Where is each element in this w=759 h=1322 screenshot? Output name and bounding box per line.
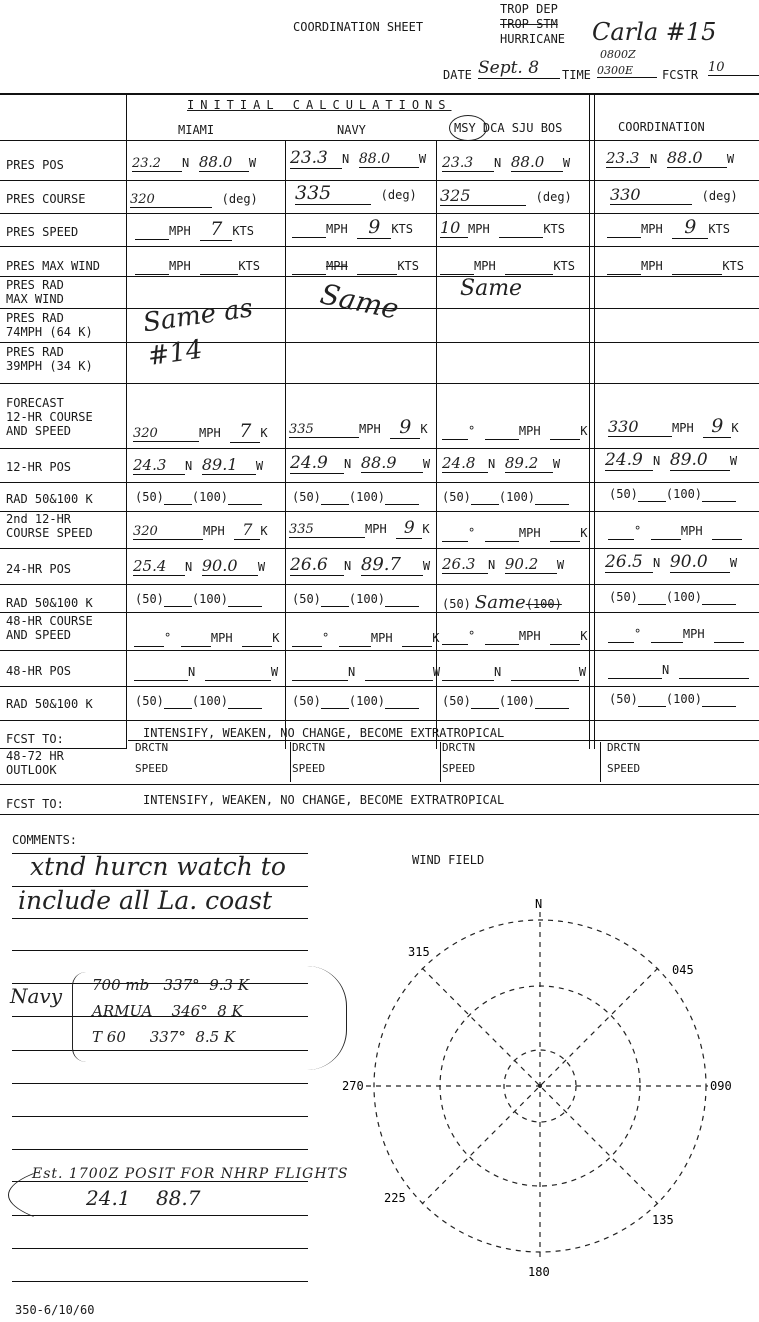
wind-center bbox=[538, 1084, 542, 1088]
row-divider bbox=[0, 180, 759, 181]
comment-line bbox=[12, 1281, 308, 1282]
table-top-border bbox=[0, 93, 759, 95]
row-label-pres-pos: PRES POS bbox=[6, 158, 64, 172]
row-divider bbox=[0, 482, 759, 483]
row-label-pres-rad-max-wind: PRES RAD MAX WIND bbox=[6, 278, 64, 306]
storm-type-list bbox=[500, 2, 565, 47]
cell-pres-course-navy: 335 (deg) bbox=[295, 182, 417, 204]
cell-fc2-coord: ° MPH bbox=[608, 520, 742, 540]
compass-135: 135 bbox=[652, 1213, 674, 1227]
forecaster-label: FCSTR bbox=[662, 68, 699, 82]
outlook-divider bbox=[440, 742, 441, 782]
row-label-forecast-12hr: FORECAST 12-HR COURSE AND SPEED bbox=[6, 396, 93, 438]
cell-rad2-msy: (50) Same(100) bbox=[442, 592, 562, 613]
navy-note-700mb: 700 mb 337° 9.3 K bbox=[92, 976, 250, 994]
row-label-outlook: 48-72 HR OUTLOOK bbox=[6, 749, 64, 777]
cell-rad3-msy: (50) (100) bbox=[442, 694, 569, 709]
comment-line bbox=[12, 1116, 308, 1117]
cell-pres-pos-coord: 23.3 N 88.0 W bbox=[606, 148, 735, 167]
cell-fc12-miami: 320 MPH 7 K bbox=[133, 420, 268, 442]
column-header-miami: MIAMI bbox=[178, 123, 215, 137]
outlook-speed: SPEED bbox=[607, 762, 641, 775]
row-divider bbox=[0, 511, 759, 512]
comment-line bbox=[12, 1083, 308, 1084]
cell-pres-speed-coord: MPH 9 KTS bbox=[607, 216, 730, 239]
navy-msy-divider bbox=[436, 140, 437, 749]
cell-pos12-msy: 24.8 N 89.2 W bbox=[442, 454, 561, 472]
est-posit-note: Est. 1700Z POSIT FOR NHRP FLIGHTS bbox=[32, 1166, 349, 1182]
cell-rad3-miami: (50) (100) bbox=[135, 694, 262, 709]
cell-pres-max-wind-miami: MPH KTS bbox=[135, 255, 260, 275]
compass-045: 045 bbox=[672, 963, 694, 977]
cell-fc2-miami: 320 MPH 7 K bbox=[133, 520, 268, 539]
header-bottom-border bbox=[0, 140, 759, 141]
est-posit-values: 24.1 88.7 bbox=[86, 1186, 201, 1210]
cell-fc48-navy: ° MPH K bbox=[292, 627, 439, 647]
row-label-pres-speed: PRES SPEED bbox=[6, 225, 79, 239]
cell-pos48-navy: N W bbox=[292, 661, 440, 681]
row-divider bbox=[0, 720, 759, 721]
storm-type-trop-stm: TROP STM bbox=[500, 17, 558, 31]
cell-rad2-coord: (50) (100) bbox=[609, 590, 736, 605]
time-value-zulu: 0800Z bbox=[600, 48, 636, 61]
cell-rad1-msy: (50) (100) bbox=[442, 490, 569, 505]
navy-note-armua: ARMUA 346° 8 K bbox=[92, 1002, 243, 1020]
navy-note-t60: T 60 337° 8.5 K bbox=[92, 1028, 236, 1046]
outlook-drctn: DRCTN bbox=[135, 741, 169, 754]
row-label-rad-3: RAD 50&100 K bbox=[6, 697, 93, 711]
cell-fc48-coord: ° MPH bbox=[608, 623, 744, 643]
sheet-title: COORDINATION SHEET bbox=[293, 20, 424, 34]
row-label-48hr-course: 48-HR COURSE AND SPEED bbox=[6, 614, 93, 642]
row-divider bbox=[0, 246, 759, 247]
compass-270: 270 bbox=[342, 1079, 364, 1093]
row-label-rad-1: RAD 50&100 K bbox=[6, 492, 93, 506]
fcst-options-2: INTENSIFY, WEAKEN, NO CHANGE, BECOME EXTRATROPICAL bbox=[143, 793, 505, 807]
row-label-pres-max-wind: PRES MAX WIND bbox=[6, 259, 100, 273]
cell-pos48-msy: N W bbox=[442, 661, 586, 681]
row-label-2nd-12hr: 2nd 12-HR COURSE SPEED bbox=[6, 512, 93, 540]
form-number: 350-6/10/60 bbox=[15, 1303, 95, 1317]
date-value: Sept. 8 bbox=[478, 58, 560, 79]
comment-line bbox=[12, 1050, 308, 1051]
comments-label: COMMENTS: bbox=[12, 833, 78, 847]
cell-pres-pos-navy: 23.3 N 88.0 W bbox=[290, 148, 427, 168]
note-same-as-14: Same as #14 bbox=[141, 293, 255, 373]
wind-field-title: WIND FIELD bbox=[412, 853, 485, 867]
cell-pres-speed-miami: MPH 7 KTS bbox=[135, 218, 254, 241]
cell-pres-max-wind-msy: MPH KTS bbox=[440, 255, 575, 275]
row-divider bbox=[0, 383, 759, 384]
cell-fc12-coord: 330 MPH 9 K bbox=[608, 415, 739, 437]
outlook-divider bbox=[600, 742, 601, 782]
row-label-12hr-pos: 12-HR POS bbox=[6, 460, 72, 474]
cell-pres-course-miami: 320 (deg) bbox=[130, 192, 258, 207]
cell-fc12-msy: ° MPH K bbox=[442, 420, 587, 440]
cell-rad3-coord: (50) (100) bbox=[609, 692, 736, 707]
comment-line bbox=[12, 950, 308, 951]
cell-pos24-miami: 25.4 N 90.0 W bbox=[133, 556, 266, 575]
cell-pos12-coord: 24.9 N 89.0 W bbox=[605, 450, 738, 470]
cell-pos24-msy: 26.3 N 90.2 W bbox=[442, 555, 565, 573]
cell-pos12-navy: 24.9 N 88.9 W bbox=[290, 453, 431, 473]
cell-rad1-miami: (50) (100) bbox=[135, 490, 262, 505]
row-divider bbox=[0, 612, 759, 613]
row-label-pres-rad-39: PRES RAD 39MPH (34 K) bbox=[6, 345, 93, 373]
cell-rad3-navy: (50) (100) bbox=[292, 694, 419, 709]
row-divider bbox=[0, 448, 759, 449]
cell-pres-course-coord: 330 (deg) bbox=[610, 185, 738, 204]
outlook-speed: SPEED bbox=[135, 762, 169, 775]
row-divider bbox=[0, 784, 759, 785]
comment-text-1: xtnd hurcn watch to bbox=[30, 852, 286, 881]
cell-pres-course-msy: 325 (deg) bbox=[440, 186, 572, 205]
msy-circle-mark bbox=[449, 115, 487, 141]
row-divider bbox=[0, 748, 126, 749]
compass-180: 180 bbox=[528, 1265, 550, 1279]
wind-field-diagram bbox=[330, 890, 750, 1280]
miami-navy-divider bbox=[285, 140, 286, 749]
cell-pres-pos-msy: 23.3 N 88.0 W bbox=[442, 153, 571, 171]
row-divider bbox=[0, 584, 759, 585]
cell-fc2-navy: 335 MPH 9 K bbox=[289, 518, 430, 538]
initial-calculations-heading: INITIAL CALCULATIONS bbox=[187, 98, 452, 112]
note-navy-same: Same bbox=[317, 277, 402, 326]
forecaster-value: 10 bbox=[708, 60, 759, 76]
cell-fc2-msy: ° MPH K bbox=[442, 522, 587, 542]
fcst-options: INTENSIFY, WEAKEN, NO CHANGE, BECOME EXTRATROPICAL bbox=[143, 726, 505, 740]
row-label-48hr-pos: 48-HR POS bbox=[6, 664, 72, 678]
row-label-rad-2: RAD 50&100 K bbox=[6, 596, 93, 610]
navy-note-label: Navy bbox=[10, 984, 63, 1008]
row-divider bbox=[0, 814, 759, 815]
column-header-msy-dca-sju-bos: MSY DCA SJU BOS bbox=[454, 121, 563, 135]
cell-pres-pos-miami: 23.2 N 88.0 W bbox=[132, 153, 257, 171]
cell-pres-speed-msy: 10 MPH KTS bbox=[440, 218, 566, 237]
row-divider bbox=[0, 213, 759, 214]
outlook-speed: SPEED bbox=[292, 762, 326, 775]
outlook-drctn: DRCTN bbox=[292, 741, 326, 754]
row-label-fcst-to: FCST TO: bbox=[6, 732, 64, 746]
cell-pos48-coord: N bbox=[608, 659, 749, 679]
row-divider bbox=[0, 276, 759, 277]
cell-pos24-navy: 26.6 N 89.7 W bbox=[290, 554, 431, 575]
cell-pos48-miami: N W bbox=[134, 661, 278, 681]
storm-name: Carla #15 bbox=[592, 18, 717, 46]
cell-fc48-msy: ° MPH K bbox=[442, 625, 587, 645]
outlook-drctn: DRCTN bbox=[607, 741, 641, 754]
row-divider bbox=[0, 342, 759, 343]
compass-090: 090 bbox=[710, 1079, 732, 1093]
outlook-divider bbox=[290, 742, 291, 782]
date-label: DATE bbox=[443, 68, 472, 82]
cell-pos24-coord: 26.5 N 90.0 W bbox=[605, 552, 738, 572]
row-label-pres-rad-74: PRES RAD 74MPH (64 K) bbox=[6, 311, 93, 339]
navy-note-bracket bbox=[72, 972, 87, 1062]
cell-pres-speed-navy: MPH 9 KTS bbox=[292, 216, 413, 239]
cell-pres-max-wind-navy: MPH KTS bbox=[292, 255, 419, 275]
row-label-fcst-to-2: FCST TO: bbox=[6, 797, 64, 811]
row-label-pres-course: PRES COURSE bbox=[6, 192, 86, 206]
cell-fc48-miami: ° MPH K bbox=[134, 627, 279, 647]
outlook-speed: SPEED bbox=[442, 762, 476, 775]
row-label-24hr-pos: 24-HR POS bbox=[6, 562, 72, 576]
comment-line bbox=[12, 918, 308, 919]
storm-type-hurricane: HURRICANE bbox=[500, 32, 566, 46]
compass-225: 225 bbox=[384, 1191, 406, 1205]
time-label: TIME bbox=[562, 68, 591, 82]
cell-pos12-miami: 24.3 N 89.1 W bbox=[133, 455, 264, 474]
storm-type-trop-dep: TROP DEP bbox=[500, 2, 558, 16]
cell-pres-max-wind-coord: MPH KTS bbox=[607, 255, 744, 275]
row-divider bbox=[0, 548, 759, 549]
compass-315: 315 bbox=[408, 945, 430, 959]
outlook-drctn: DRCTN bbox=[442, 741, 476, 754]
cell-rad2-miami: (50) (100) bbox=[135, 592, 262, 607]
note-msy-same: Same bbox=[460, 276, 523, 301]
comment-text-2: include all La. coast bbox=[18, 886, 273, 915]
row-divider bbox=[0, 650, 759, 651]
time-value: 0300E bbox=[597, 64, 657, 78]
cell-rad1-coord: (50) (100) bbox=[609, 487, 736, 502]
column-header-coordination: COORDINATION bbox=[618, 120, 705, 134]
column-header-navy: NAVY bbox=[337, 123, 366, 137]
cell-rad2-navy: (50) (100) bbox=[292, 592, 419, 607]
cell-fc12-navy: 335 MPH 9 K bbox=[289, 416, 428, 438]
compass-n: N bbox=[535, 897, 543, 911]
row-divider bbox=[0, 686, 759, 687]
cell-rad1-navy: (50) (100) bbox=[292, 490, 419, 505]
comment-line bbox=[12, 1248, 308, 1249]
